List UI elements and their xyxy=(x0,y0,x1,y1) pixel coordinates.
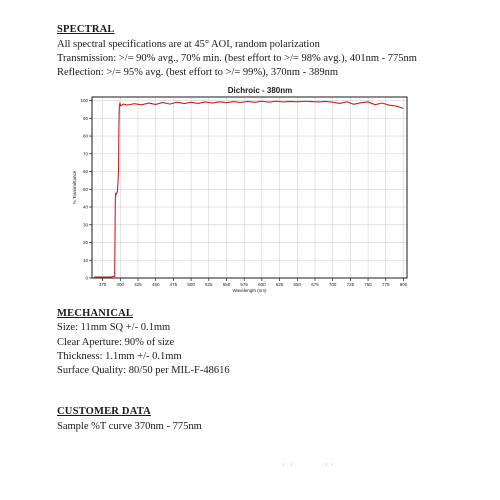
y-tick-label: 60 xyxy=(82,169,88,175)
mechanical-heading: MECHANICAL xyxy=(57,308,134,319)
x-tick-label: 425 xyxy=(134,282,142,287)
mechanical-aperture-line: Clear Aperture: 90% of size xyxy=(57,337,175,348)
x-tick-label: 375 xyxy=(98,282,107,287)
chart-grid xyxy=(92,97,407,278)
x-tick-label: 750 xyxy=(364,282,372,287)
y-tick-label: 90 xyxy=(82,115,88,121)
y-tick-label: 10 xyxy=(82,257,88,263)
mechanical-thickness-line: Thickness: 1.1mm +/- 0.1mm xyxy=(57,351,182,362)
x-tick-label: 450 xyxy=(151,282,160,287)
x-tick-label: 500 xyxy=(187,282,195,287)
y-tick-label: 30 xyxy=(82,222,88,228)
x-tick-label: 525 xyxy=(205,282,213,287)
x-tick-label: 575 xyxy=(240,282,248,287)
x-tick-label: 400 xyxy=(116,282,125,287)
plot-frame xyxy=(92,97,407,278)
mechanical-surface-line: Surface Quality: 80/50 per MIL-F-48616 xyxy=(57,365,230,376)
y-tick-label: 20 xyxy=(82,240,88,246)
x-tick-label: 725 xyxy=(346,282,355,287)
x-tick-label: 700 xyxy=(328,282,337,287)
customer-data-heading: CUSTOMER DATA xyxy=(57,406,151,417)
y-axis-label: % Transmittance xyxy=(72,170,77,205)
spectral-reflection-line: Reflection: >/= 95% avg. (best effort to >/= 99%), 370nm - 389nm xyxy=(57,67,338,78)
y-tick-label: 80 xyxy=(82,133,88,139)
spectral-transmission-line: Transmission: >/= 90% avg., 70% min. (best effort to >/= 98% avg.), 401nm - 775nm xyxy=(57,53,417,64)
y-tick-label: 50 xyxy=(82,186,88,192)
x-tick-label: 775 xyxy=(382,282,390,287)
mechanical-size-line: Size: 11mm SQ +/- 0.1mm xyxy=(57,322,171,333)
spectral-aoi-line: All spectral specifications are at 45° AOI, random polarization xyxy=(57,39,320,50)
x-tick-label: 650 xyxy=(293,282,302,287)
x-tick-label: 600 xyxy=(258,282,266,287)
y-tick-label: 40 xyxy=(82,204,88,210)
x-tick-label: 550 xyxy=(222,282,231,287)
chart-title: Dichroic - 380nm xyxy=(227,86,293,95)
spectral-heading: SPECTRAL xyxy=(57,24,115,35)
y-tick-label: 70 xyxy=(82,151,88,157)
x-axis-label: Wavelength (nm) xyxy=(232,288,267,293)
customer-data-line: Sample %T curve 370nm - 775nm xyxy=(57,421,202,432)
x-tick-label: 675 xyxy=(311,282,319,287)
y-tick-label: 0 xyxy=(85,275,88,281)
scan-speck: ' ' ' ' xyxy=(283,462,333,471)
x-tick-label: 625 xyxy=(275,282,284,287)
x-tick-label: 475 xyxy=(169,282,178,287)
x-tick-label: 800 xyxy=(399,282,408,287)
y-tick-label: 100 xyxy=(80,98,88,104)
